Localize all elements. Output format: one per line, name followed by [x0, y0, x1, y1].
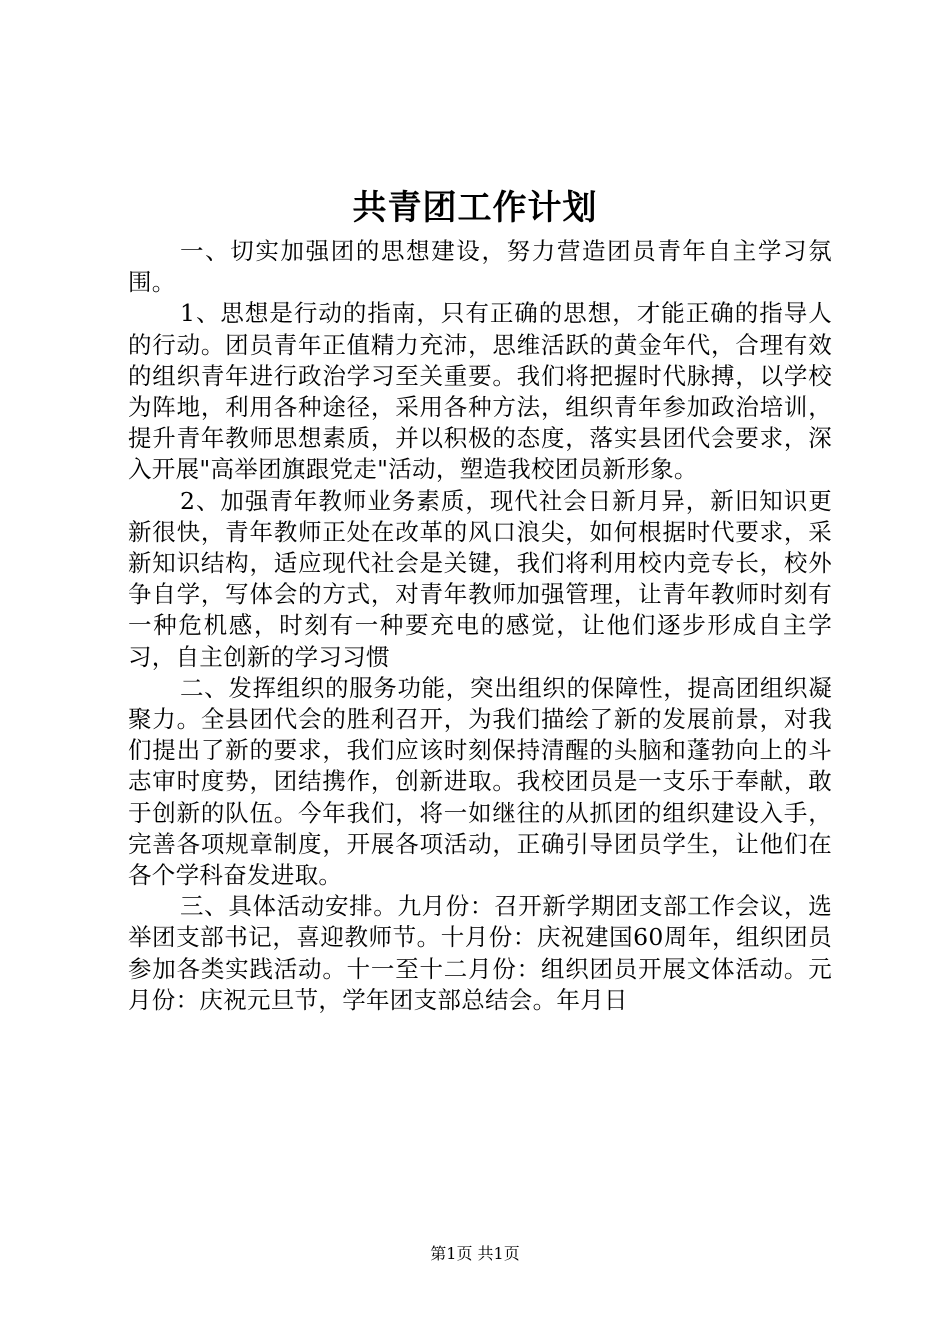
section-paragraph-2: 二、发挥组织的服务功能，突出组织的保障性，提高团组织凝聚力。全县团代会的胜利召开，为我们描绘了新的发展前景，对我们提出了新的要求，我们应该时刻保持清醒的头脑和蓬勃向上的斗志审时度势，团结携作，创新进取。我校团员是一支乐于奉献，敢于创新的队伍。今年我们，将一如继往的从抓团的组织建设入手，完善各项规章制度，开展各项活动，正确引导团员学生，让他们在各个学科奋发进取。 [128, 673, 832, 890]
section-heading-1: 一、切实加强团的思想建设，努力营造团员青年自主学习氛围。 [128, 237, 832, 297]
paragraph-item-1: 1、思想是行动的指南，只有正确的思想，才能正确的指导人的行动。团员青年正值精力充沛，思维活跃的黄金年代，合理有效的组织青年进行政治学习至关重要。我们将把握时代脉搏，以学校为阵地，利用各种途径，采用各种方法，组织青年参加政治培训，提升青年教师思想素质，并以积极的态度，落实县团代会要求，深入开展"高举团旗跟党走"活动，塑造我校团员新形象。 [128, 299, 832, 484]
page-footer: 第1页 共1页 [430, 1244, 520, 1263]
paragraph-item-2: 2、加强青年教师业务素质，现代社会日新月异，新旧知识更新很快，青年教师正处在改革的风口浪尖，如何根据时代要求，采新知识结构，适应现代社会是关键，我们将利用校内竞专长，校外争自学，写体会的方式，对青年教师加强管理，让青年教师时刻有一种危机感，时刻有一种要充电的感觉，让他们逐步形成自主学习，自主创新的学习习惯 [128, 486, 832, 671]
document-body [128, 236, 832, 1016]
section-paragraph-3: 三、具体活动安排。九月份：召开新学期团支部工作会议，选举团支部书记，喜迎教师节。十月份：庆祝建国60周年，组织团员参加各类实践活动。十一至十二月份：组织团员开展文体活动。元月份：庆祝元旦节，学年团支部总结会。年月日 [128, 892, 832, 1014]
document-title: 共青团工作计划 [352, 188, 598, 228]
